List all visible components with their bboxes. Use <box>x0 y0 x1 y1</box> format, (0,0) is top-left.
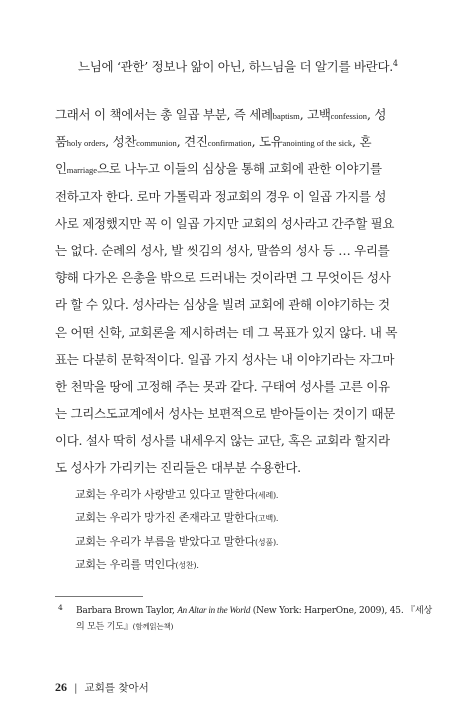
intro-text: 느님에 ‘관한’ 정보나 앎이 아닌, 하느님을 더 알기를 바란다. <box>78 59 393 75</box>
footnote-ref: 4 <box>392 59 398 68</box>
page-number: 26 <box>55 680 67 694</box>
verse-line: 교회는 우리가 부름을 받았다고 말한다(성품). <box>75 534 279 548</box>
paragraph-line: 그래서 이 책에서는 총 일곱 부분, 즉 세례baptism, 고백confession, 성 <box>55 107 387 122</box>
book-title: An Altar in the World <box>177 605 251 615</box>
paragraph-line: 품holy orders, 성찬communion, 견진confirmation, 도유anointing of the sick, 혼 <box>55 134 372 150</box>
paragraph-line: 전하고자 한다. 로마 가톨릭과 정교회의 경우 이 일곱 가지를 성 <box>55 188 387 204</box>
running-title: 교회를 찾아서 <box>84 682 149 694</box>
paragraph-line: 사로 제정했지만 꼭 이 일곱 가지만 교회의 성사라고 간주할 필요 <box>55 215 395 231</box>
footnote-line: 의 모든 기도』(함께읽는책) <box>76 622 174 632</box>
main-paragraph <box>55 101 415 482</box>
paragraph-line: 인marriage으로 나누고 이들의 심상을 통해 교회에 관한 이야기를 <box>55 161 382 177</box>
verse-line: 교회는 우리가 망가진 존재라고 말한다(고백). <box>75 511 279 525</box>
paragraph-line: 향해 다가온 은총을 밖으로 드러내는 것이라면 그 무엇이든 성사 <box>55 270 391 286</box>
footnote-number: 4 <box>58 603 63 612</box>
footer-separator: | <box>74 682 78 694</box>
paragraph-line: 표는 다분히 문학적이다. 일곱 가지 성사는 내 이야기라는 자그마 <box>55 351 395 367</box>
verse-line: 교회는 우리를 먹인다(성찬). <box>75 558 199 572</box>
paragraph-line: 도 성사가 가리키는 진리들은 대부분 수용한다. <box>55 460 301 476</box>
footnote-line: Barbara Brown Taylor, An Altar in the World (New York: HarperOne, 2009), 45. 『세상 <box>76 605 432 616</box>
footnote-divider <box>55 596 143 597</box>
page-footer <box>55 678 149 696</box>
footnote <box>58 602 432 635</box>
paragraph-line: 한 천막을 땅에 고정해 주는 못과 같다. 구태여 성사를 고른 이유 <box>55 378 390 394</box>
paragraph-line: 은 어떤 신학, 교회론을 제시하려는 데 그 목표가 있지 않다. 내 목 <box>55 324 398 340</box>
quoted-verse <box>75 484 395 578</box>
paragraph-line: 는 없다. 순례의 성사, 발 씻김의 성사, 말씀의 성사 등 … 우리를 <box>55 242 390 258</box>
intro-line <box>78 55 408 76</box>
paragraph-line: 이다. 설사 딱히 성사를 내세우지 않는 교단, 혹은 교회라 할지라 <box>55 433 390 449</box>
paragraph-line: 라 할 수 있다. 성사라는 심상을 빌려 교회에 관해 이야기하는 것 <box>55 297 390 313</box>
paragraph-line: 는 그리스도교계에서 성사는 보편적으로 받아들이는 것이기 때문 <box>55 406 395 422</box>
verse-line: 교회는 우리가 사랑받고 있다고 말한다(세례). <box>75 488 279 501</box>
